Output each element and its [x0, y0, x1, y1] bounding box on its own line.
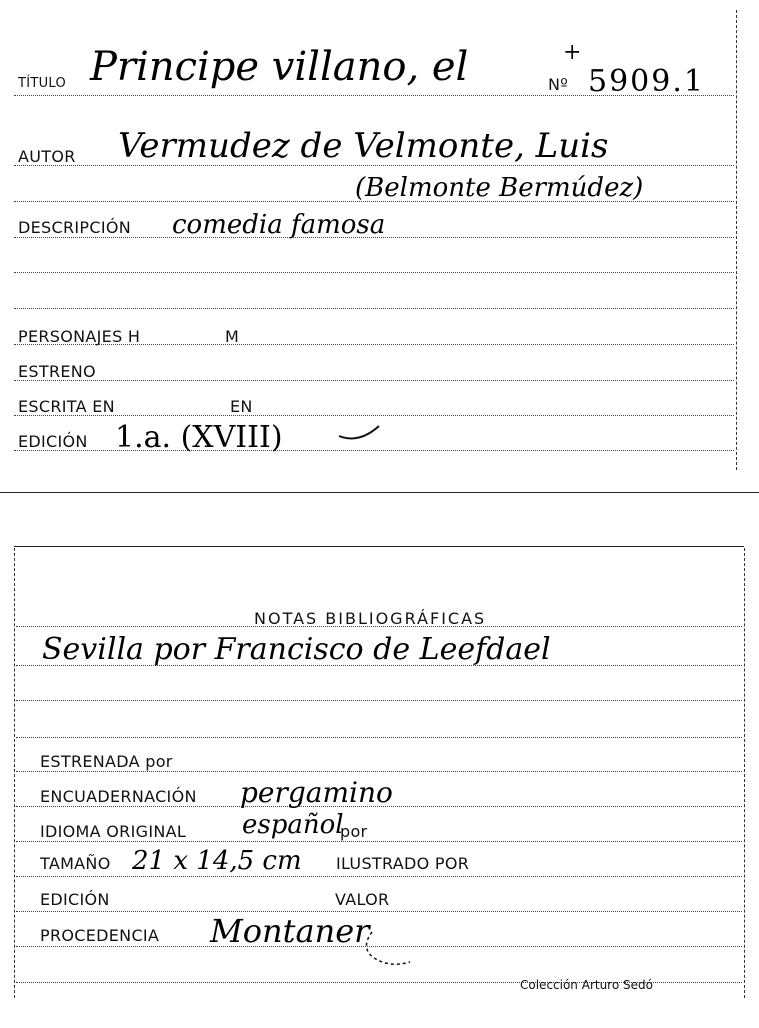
rule-line — [16, 876, 742, 877]
descripcion-label: DESCRIPCIÓN — [18, 218, 131, 237]
card-bottom-edge — [0, 492, 759, 493]
rule-line — [14, 415, 734, 416]
procedencia-label: PROCEDENCIA — [40, 926, 160, 945]
tamano-value: 21 x 14,5 cm — [132, 846, 302, 876]
idioma-por-label: por — [340, 822, 368, 841]
descripcion-value: comedia famosa — [172, 210, 386, 240]
numero-mark: + — [563, 40, 582, 65]
estrenada-label: ESTRENADA por — [40, 752, 173, 771]
edicion-label: EDICIÓN — [18, 432, 88, 451]
encuadernacion-label: ENCUADERNACIÓN — [40, 787, 197, 806]
personajes-m-label: M — [225, 327, 240, 346]
notas-title: NOTAS BIBLIOGRÁFICAS — [254, 609, 487, 628]
coleccion-footer: Colección Arturo Sedó — [520, 978, 653, 992]
idioma-label: IDIOMA ORIGINAL — [40, 822, 187, 841]
escrita-en2-label: EN — [230, 397, 253, 416]
rule-line — [16, 841, 742, 842]
titulo-label: TÍTULO — [18, 76, 67, 91]
valor-label: VALOR — [335, 890, 390, 909]
procedencia-value: Montaner — [210, 912, 370, 950]
card-right-edge — [744, 548, 745, 998]
rule-line — [16, 911, 742, 912]
autor-label: AUTOR — [18, 147, 76, 166]
tamano-label: TAMAÑO — [40, 854, 111, 873]
idioma-value: español — [242, 810, 344, 840]
card-left-edge — [14, 548, 15, 998]
edicion-label: EDICIÓN — [40, 890, 110, 909]
rule-line — [16, 737, 742, 738]
pen-stroke — [360, 928, 420, 968]
autor-value: Vermudez de Velmonte, Luis — [118, 126, 609, 166]
catalog-card-bottom — [0, 540, 759, 1028]
ilustrado-label: ILUSTRADO POR — [336, 854, 470, 873]
escrita-en-label: ESCRITA EN — [18, 397, 115, 416]
edicion-value: 1.a. (XVIII) — [115, 420, 283, 455]
encuadernacion-value: pergamino — [240, 776, 393, 809]
rule-line — [14, 380, 734, 381]
card-top-edge — [14, 546, 744, 547]
catalog-card-top — [0, 0, 759, 495]
rule-line — [16, 771, 742, 772]
numero-label: Nº — [548, 75, 569, 94]
personajes-label: PERSONAJES H — [18, 327, 141, 346]
notas-value: Sevilla por Francisco de Leefdael — [42, 632, 551, 667]
autor-value-alt: (Belmonte Bermúdez) — [355, 173, 644, 203]
rule-line — [14, 272, 734, 273]
rule-line — [16, 700, 742, 701]
estreno-label: ESTRENO — [18, 362, 96, 381]
rule-line — [14, 308, 734, 309]
card-right-edge — [736, 10, 737, 470]
titulo-value: Principe villano, el — [90, 44, 469, 90]
numero-value: 5909.1 — [588, 64, 705, 99]
pen-stroke — [335, 422, 385, 444]
